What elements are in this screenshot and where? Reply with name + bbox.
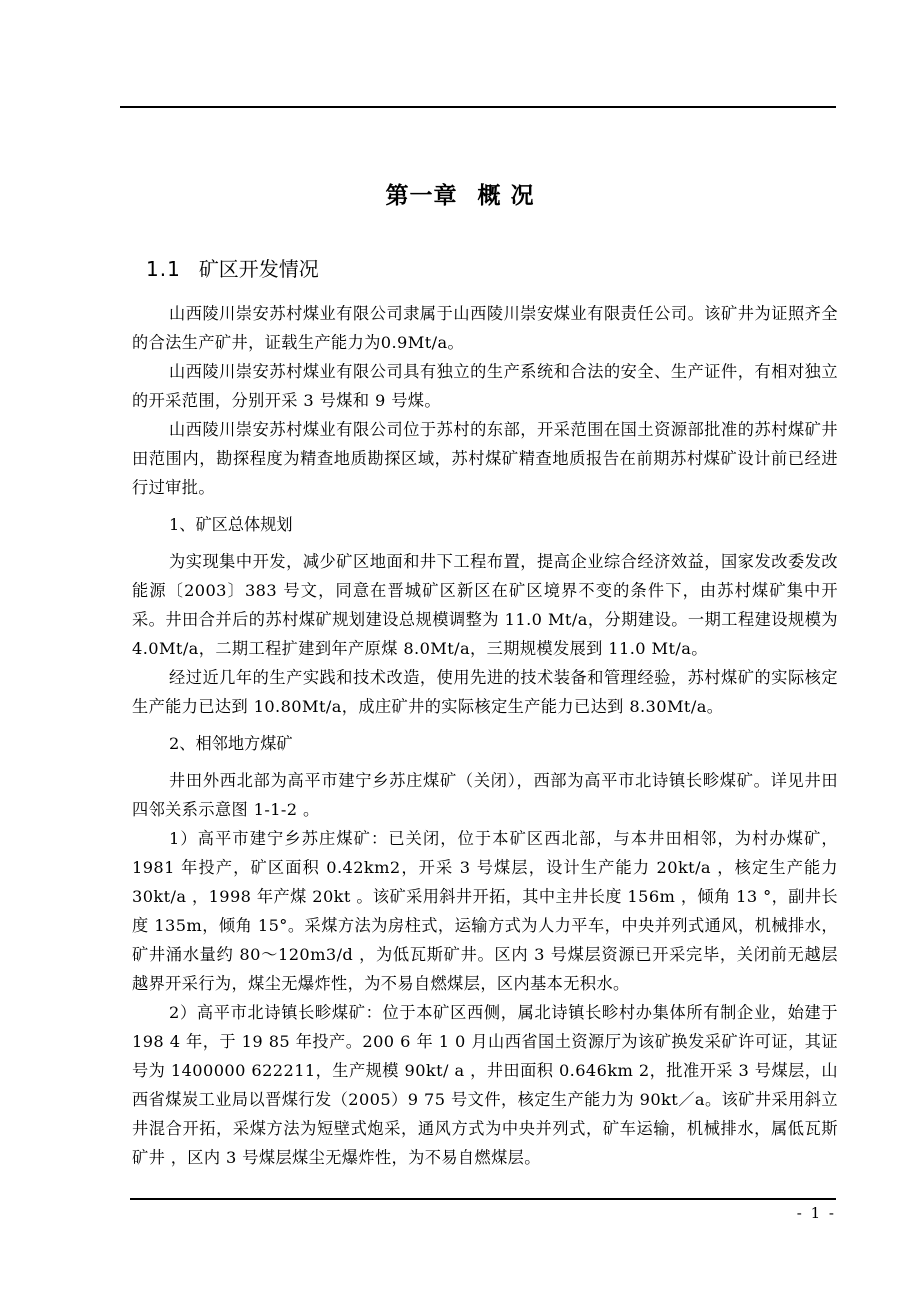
- paragraph: 1）高平市建宁乡苏庄煤矿：已关闭，位于本矿区西北部，与本井田相邻，为村办煤矿，1981 年投产，矿区面积 0.42km2，开采 3 号煤层，设计生产能力 20kt/a ，核定生产能力 30kt/a ，1998 年产煤 20kt 。该矿采用斜井开拓，其中主井长度 156m ，倾角 13 °，副井长度 135m，倾角 15°。采煤方法为房柱式，运输方式为人力平车，中央并列式通风，机械排水，矿井涌水量约 80～120m3/d ，为低瓦斯矿井。区内 3 号煤层资源已开采完毕，关闭前无越层越界开采行为，煤尘无爆炸性，为不易自燃煤层，区内基本无积水。: [132, 829, 838, 993]
- subsection-heading-neighbors: 2、相邻地方煤矿: [169, 734, 293, 753]
- page-number: - 1 -: [796, 1204, 836, 1222]
- paragraph: 井田外西北部为高平市建宁乡苏庄煤矿（关闭），西部为高平市北诗镇长畛煤矿。详见井田四邻关系示意图 1-1-2 。: [132, 771, 838, 819]
- paragraph: 2）高平市北诗镇长畛煤矿：位于本矿区西侧，属北诗镇长畛村办集体所有制企业，始建于 198 4 年，于 19 85 年投产。200 6 年 1 0 月山西省国土资源厅为该矿换发采矿许可证，其证号为 1400000 622211，生产规模 90kt/ a ，井田面积 0.646km 2，批准开采 3 号煤层，山西省煤炭工业局以晋煤行发（2005）9 75 号文件，核定生产能力为 90kt／a。该矿井采用斜立井混合开拓，采煤方法为短壁式炮采，通风方式为中央并列式，矿车运输，机械排水，属低瓦斯矿井 ，区内 3 号煤层煤尘无爆炸性，为不易自燃煤层。: [132, 1003, 838, 1167]
- header-rule: [120, 106, 836, 108]
- chapter-prefix: 第一章: [385, 183, 458, 209]
- subsection-heading-planning: 1、矿区总体规划: [169, 515, 293, 534]
- paragraph: 山西陵川崇安苏村煤业有限公司位于苏村的东部，开采范围在国土资源部批准的苏村煤矿井田范围内，勘探程度为精查地质勘探区域，苏村煤矿精查地质报告在前期苏村煤矿设计前已经进行过审批。: [132, 420, 838, 497]
- chapter-name: 概 况: [477, 183, 535, 209]
- paragraph: 经过近几年的生产实践和技术改造，使用先进的技术装备和管理经验，苏村煤矿的实际核定生产能力已达到 10.80Mt/a，成庄矿井的实际核定生产能力已达到 8.30Mt/a。: [132, 668, 838, 716]
- footer-rule: [130, 1198, 836, 1200]
- paragraph: 山西陵川崇安苏村煤业有限公司隶属于山西陵川崇安煤业有限责任公司。该矿井为证照齐全的合法生产矿井，证载生产能力为0.9Mt/a。: [132, 304, 838, 352]
- chapter-title: [0, 177, 920, 210]
- section-number: 1.1: [146, 257, 181, 281]
- document-body: [132, 299, 838, 1172]
- paragraph: 为实现集中开发，减少矿区地面和井下工程布置，提高企业综合经济效益，国家发改委发改能源〔2003〕383 号文，同意在晋城矿区新区在矿区境界不变的条件下，由苏村煤矿集中开采。井田合并后的苏村煤矿规划建设总规模调整为 11.0 Mt/a，分期建设。一期工程建设规模为 4.0Mt/a，二期工程扩建到年产原煤 8.0Mt/a，三期规模发展到 11.0 Mt/a。: [132, 552, 838, 658]
- section-heading: [146, 253, 319, 282]
- paragraph: 山西陵川崇安苏村煤业有限公司具有独立的生产系统和合法的安全、生产证件，有相对独立的开采范围，分别开采 3 号煤和 9 号煤。: [132, 362, 838, 410]
- section-title: 矿区开发情况: [198, 257, 319, 281]
